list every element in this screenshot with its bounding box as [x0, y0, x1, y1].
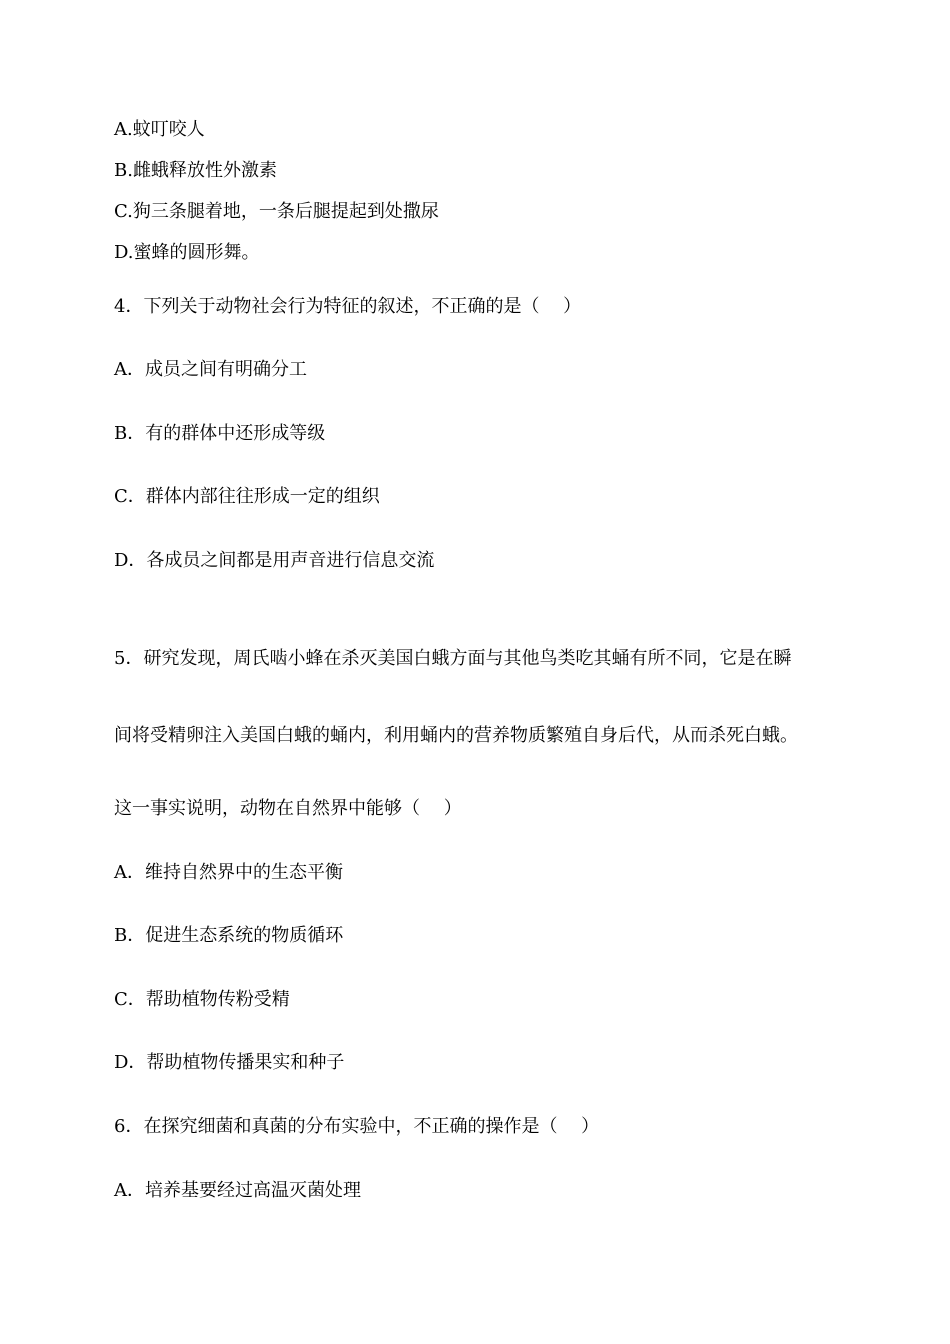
q3-option-c: C.狗三条腿着地，一条后腿提起到处撒尿: [114, 201, 439, 222]
q4-option-a: A．成员之间有明确分工: [114, 359, 307, 380]
q3-option-b: B.雌蛾释放性外激素: [114, 160, 277, 181]
q5-stem-line-1: 5．研究发现，周氏啮小蜂在杀灭美国白蛾方面与其他鸟类吃其蛹有所不同，它是在瞬: [114, 648, 792, 669]
q5-option-c: C．帮助植物传粉受精: [114, 989, 290, 1010]
q4-option-b: B．有的群体中还形成等级: [114, 423, 326, 444]
q6-stem: 6．在探究细菌和真菌的分布实验中，不正确的操作是（ ）: [114, 1116, 600, 1137]
q5-option-a: A．维持自然界中的生态平衡: [114, 862, 343, 883]
q4-stem: 4．下列关于动物社会行为特征的叙述，不正确的是（ ）: [114, 296, 582, 317]
q5-option-d: D．帮助植物传播果实和种子: [114, 1052, 345, 1073]
q3-option-a: A.蚊叮咬人: [114, 119, 205, 140]
q3-option-d: D.蜜蜂的圆形舞。: [114, 242, 260, 263]
q4-option-d: D．各成员之间都是用声音进行信息交流: [114, 550, 435, 571]
q4-option-c: C．群体内部往往形成一定的组织: [114, 486, 380, 507]
q6-option-a: A．培养基要经过高温灭菌处理: [114, 1180, 361, 1201]
q5-stem-line-2: 间将受精卵注入美国白蛾的蛹内，利用蛹内的营养物质繁殖自身后代，从而杀死白蛾。: [114, 725, 798, 746]
q5-option-b: B．促进生态系统的物质循环: [114, 925, 344, 946]
q5-stem-line-3: 这一事实说明，动物在自然界中能够（ ）: [114, 798, 462, 819]
